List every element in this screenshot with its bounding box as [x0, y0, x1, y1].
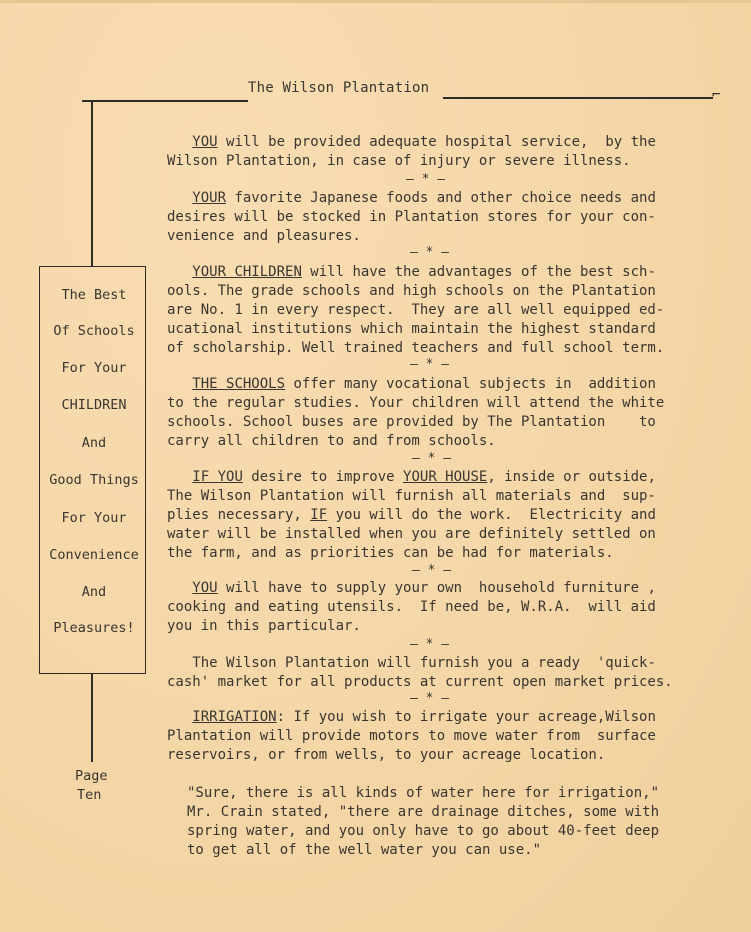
page-label-number: Ten: [77, 787, 102, 803]
para-line: Wilson Plantation, in case of injury or severe illness.: [167, 153, 631, 169]
para-line: water will be installed when you are definitely settled on: [167, 526, 656, 542]
para-lead: YOUR: [192, 190, 227, 206]
section-separator: — * —: [412, 451, 452, 466]
para-text: The Wilson Plantation will furnish you a ready 'quick-: [192, 655, 656, 671]
para-line: to the regular studies. Your children will attend the white: [167, 395, 665, 411]
para-line: Mr. Crain stated, "there are drainage ditches, some with: [187, 804, 660, 820]
para-text: will have the advantages of the best sch-: [301, 264, 656, 280]
para-text: offer many vocational subjects in addition: [285, 376, 656, 392]
para-line: are No. 1 in every respect. They are all well equipped ed-: [167, 302, 665, 318]
para-line: to get all of the well water you can use.": [187, 842, 542, 858]
para-line: reservoirs, or from wells, to your acreage location.: [167, 747, 606, 763]
para-line: [167, 506, 722, 525]
page-label-word: Page: [75, 768, 108, 784]
paragraph-irrigation: [167, 708, 722, 765]
para-line: schools. School buses are provided by The Plantation to: [167, 414, 656, 430]
para-line: you in this particular.: [167, 618, 361, 634]
sidebar-line: Pleasures!: [53, 620, 135, 636]
para-line: [167, 708, 722, 727]
para-line: cooking and eating utensils. If need be, W.R.A. will aid: [167, 599, 656, 615]
paragraph-schools: [167, 375, 722, 451]
sidebar-connector-top: [91, 100, 93, 266]
sidebar-line: For Your: [61, 510, 127, 526]
para-lead-2: YOUR HOUSE: [403, 469, 488, 485]
para-line: Plantation will provide motors to move water from surface: [167, 728, 656, 744]
sidebar-line: And: [81, 584, 107, 600]
para-line: The Wilson Plantation will furnish all materials and sup-: [167, 488, 656, 504]
para-line: carry all children to and from schools.: [167, 433, 496, 449]
para-text: will be provided adequate hospital service, by the: [217, 134, 656, 150]
para-lead: THE SCHOOLS: [192, 376, 286, 392]
para-lead: IF YOU: [192, 469, 243, 485]
para-line: of scholarship. Well trained teachers and full school term.: [167, 340, 665, 356]
paragraph-house: [167, 468, 722, 563]
para-lead: IRRIGATION: [192, 709, 277, 725]
sidebar-line: For Your: [61, 360, 127, 376]
para-text: plies necessary,: [167, 507, 311, 523]
para-line: ools. The grade schools and high schools on the Plantation: [167, 283, 656, 299]
paragraph-children: [167, 263, 722, 358]
header-rule-left: [82, 100, 248, 102]
para-line: [167, 133, 722, 152]
para-text: : If you wish to irrigate your acreage,Wilson: [276, 709, 656, 725]
paragraph-hospital: [167, 133, 722, 171]
sidebar-line: Convenience: [49, 547, 139, 563]
para-line: ucational institutions which maintain the highest standard: [167, 321, 656, 337]
para-line: [167, 263, 722, 282]
paragraph-quote: [187, 784, 717, 860]
section-separator: — * —: [412, 563, 452, 578]
para-text: favorite Japanese foods and other choice needs and: [226, 190, 656, 206]
sidebar-line: Good Things: [49, 472, 139, 488]
para-lead: YOU: [192, 134, 218, 150]
section-separator: — * —: [410, 245, 450, 260]
para-line: desires will be stocked in Plantation stores for your con-: [167, 209, 656, 225]
paragraph-furniture: [167, 579, 722, 636]
section-separator: — * —: [410, 691, 450, 706]
page-number-label: [75, 767, 108, 805]
para-line: cash' market for all products at current open market prices.: [167, 674, 673, 690]
section-separator: — * —: [410, 637, 450, 652]
para-line: [167, 579, 722, 598]
sidebar-line: The Best: [61, 287, 127, 303]
sidebar-line: Of Schools: [53, 323, 135, 339]
para-lead: YOU: [192, 580, 218, 596]
para-line: [167, 375, 722, 394]
section-separator: — * —: [410, 357, 450, 372]
header-rule-right: [443, 97, 713, 99]
page-header-title: The Wilson Plantation: [248, 80, 430, 96]
sidebar-connector-bottom: [91, 674, 93, 762]
para-underlined: IF: [310, 507, 328, 523]
section-separator: — * —: [406, 172, 446, 187]
sidebar-line: And: [81, 435, 107, 451]
header-arrow-icon: ⌐: [712, 87, 721, 103]
sidebar-line: CHILDREN: [61, 397, 127, 413]
paragraph-market: [167, 654, 722, 692]
para-lead: YOUR CHILDREN: [192, 264, 302, 280]
para-text: desire to improve: [242, 469, 404, 485]
para-line: venience and pleasures.: [167, 228, 361, 244]
para-text: will have to supply your own household furniture ,: [217, 580, 656, 596]
para-line: the farm, and as priorities can be had for materials.: [167, 545, 614, 561]
para-line: [167, 468, 722, 487]
page-top-edge: [0, 0, 751, 3]
sidebar-callout-box: [39, 266, 146, 674]
para-line: [167, 654, 722, 673]
para-line: [167, 189, 722, 208]
para-line: "Sure, there is all kinds of water here for irrigation,": [187, 785, 660, 801]
paragraph-foods: [167, 189, 722, 246]
para-line: spring water, and you only have to go about 40-feet deep: [187, 823, 660, 839]
para-text: you will do the work. Electricity and: [327, 507, 656, 523]
para-text-2: , inside or outside,: [487, 469, 656, 485]
